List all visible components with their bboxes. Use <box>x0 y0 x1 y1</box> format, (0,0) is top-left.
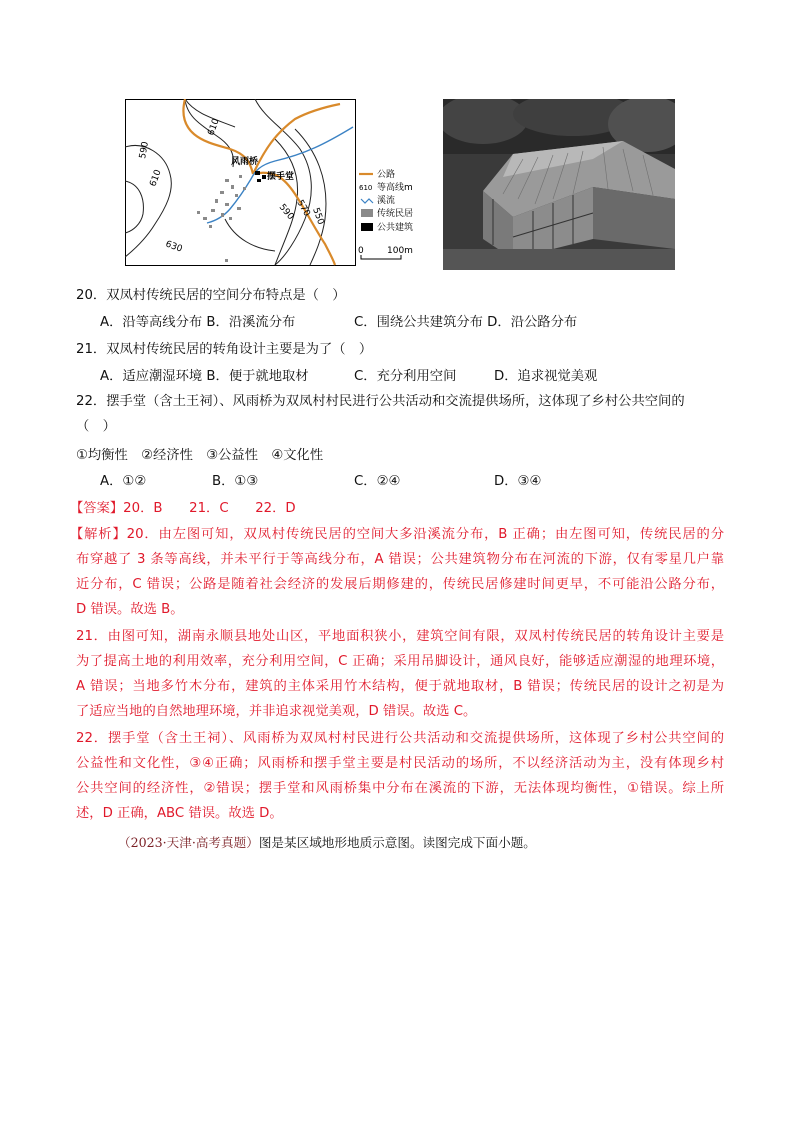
q22-option-b: B．①③ <box>212 474 259 489</box>
q22-option-c: C．②④ <box>354 474 401 489</box>
q21-option-c: C．充分利用空间 <box>354 369 457 384</box>
contour-label: 590 <box>276 202 296 223</box>
public-legend-swatch <box>361 223 373 231</box>
next-text: 图是某区域地形地质示意图。读图完成下面小题。 <box>258 835 536 850</box>
analysis-20-line4: D 错误。故选 B。 <box>76 602 184 617</box>
contour-label: 610 <box>206 117 222 138</box>
contour-label: 610 <box>148 168 164 189</box>
analysis-20-line1: 【解析】20．由左图可知，双凤村传统民居的空间大多沿溪流分布，B 正确；由左图可知，传统民居的分 <box>70 527 724 542</box>
contour-label: 630 <box>163 239 184 255</box>
topographic-map <box>125 99 435 267</box>
contour-label: 570 <box>294 198 312 219</box>
q20-stem: 20．双凤村传统民居的空间分布特点是（ ） <box>76 288 346 303</box>
stream-legend-swatch <box>361 199 373 203</box>
legend-label: 溪流 <box>377 196 396 206</box>
contour-label: 590 <box>138 140 151 160</box>
analysis-21-line4: 了适应当地的自然地理环境，并非追求视觉美观，D 错误。故选 C。 <box>76 704 477 719</box>
q22-stem-line2: （ ） <box>76 419 116 434</box>
q22-stem-line1: 22．摆手堂（含土王祠）、风雨桥为双凤村村民进行公共活动和交流提供场所，这体现了乡村公共空间的 <box>76 394 685 409</box>
dwelling-legend-swatch <box>361 209 373 217</box>
legend-label: 等高线m <box>377 183 413 193</box>
map-legend <box>358 168 413 259</box>
analysis-22-line3: 公共空间的经济性，②错误；摆手堂和风雨桥集中分布在溪流的下游，无法体现均衡性，①错误。综上所 <box>76 781 724 796</box>
analysis-22-line4: 述，D 正确，ABC 错误。故选 D。 <box>76 806 283 821</box>
analysis-22-line2: 公益性和文化性，③④正确；风雨桥和摆手堂主要是村民活动的场所，不以经济活动为主，没有体现乡村 <box>76 756 724 771</box>
analysis-20-line2: 布穿越了 3 条等高线，并未平行于等高线分布，A 错误；公共建筑物分布在河流的下游，仅有零星几户靠 <box>76 552 724 567</box>
legend-contour-prefix: 610 <box>359 184 373 192</box>
legend-label: 公路 <box>377 170 396 180</box>
legend-label: 公共建筑 <box>377 223 414 233</box>
q22-option-d: D．③④ <box>494 474 542 489</box>
answer-line: 【答案】20．B 21．C 22．D <box>70 501 296 516</box>
legend-label: 传统民居 <box>377 209 414 219</box>
bridge-label: 风雨桥 <box>231 157 259 167</box>
q20-options-ab: A．沿等高线分布 B．沿溪流分布 <box>100 315 296 330</box>
contour-label: 550 <box>310 206 326 227</box>
next-source: （2023·天津·高考真题） <box>118 835 259 850</box>
q21-options-ab: A．适应潮湿环境 B．便于就地取材 <box>100 369 309 384</box>
q20-options-cd: C．围绕公共建筑分布 D．沿公路分布 <box>354 315 578 330</box>
analysis-20-line3: 近分布，C 错误；公路是随着社会经济的发展后期修建的，传统民居修建时间更早，不可能沿公路分布， <box>76 577 724 592</box>
q21-stem: 21．双凤村传统民居的转角设计主要是为了（ ） <box>76 342 373 357</box>
analysis-21-line3: A 错误；当地多竹木分布，建筑的主体采用竹木结构，便于就地取材，B 错误；传统民居的设计之初是为 <box>76 679 724 694</box>
q21-option-d: D．追求视觉美观 <box>494 369 598 384</box>
hall-label: 摆手堂 <box>267 172 295 182</box>
q22-option-a: A．①② <box>100 474 147 489</box>
analysis-22-line1: 22．摆手堂（含土王祠）、风雨桥为双凤村村民进行公共活动和交流提供场所，这体现了乡村公共空间的 <box>76 731 724 746</box>
analysis-21-line1: 21．由图可知，湖南永顺县地处山区，平地面积狭小，建筑空间有限，双凤村传统民居的转角设计主要是 <box>76 629 724 644</box>
next-question-intro <box>118 832 536 851</box>
house-photo <box>443 99 675 270</box>
map-frame <box>126 100 356 266</box>
scale-zero: 0 <box>358 246 364 256</box>
q22-items: ①均衡性 ②经济性 ③公益性 ④文化性 <box>76 448 324 463</box>
scale-length: 100m <box>387 246 413 256</box>
analysis-21-line2: 为了提高土地的利用效率，充分利用空间，C 正确；采用吊脚设计，通风良好，能够适应潮湿的地理环境， <box>76 654 724 669</box>
